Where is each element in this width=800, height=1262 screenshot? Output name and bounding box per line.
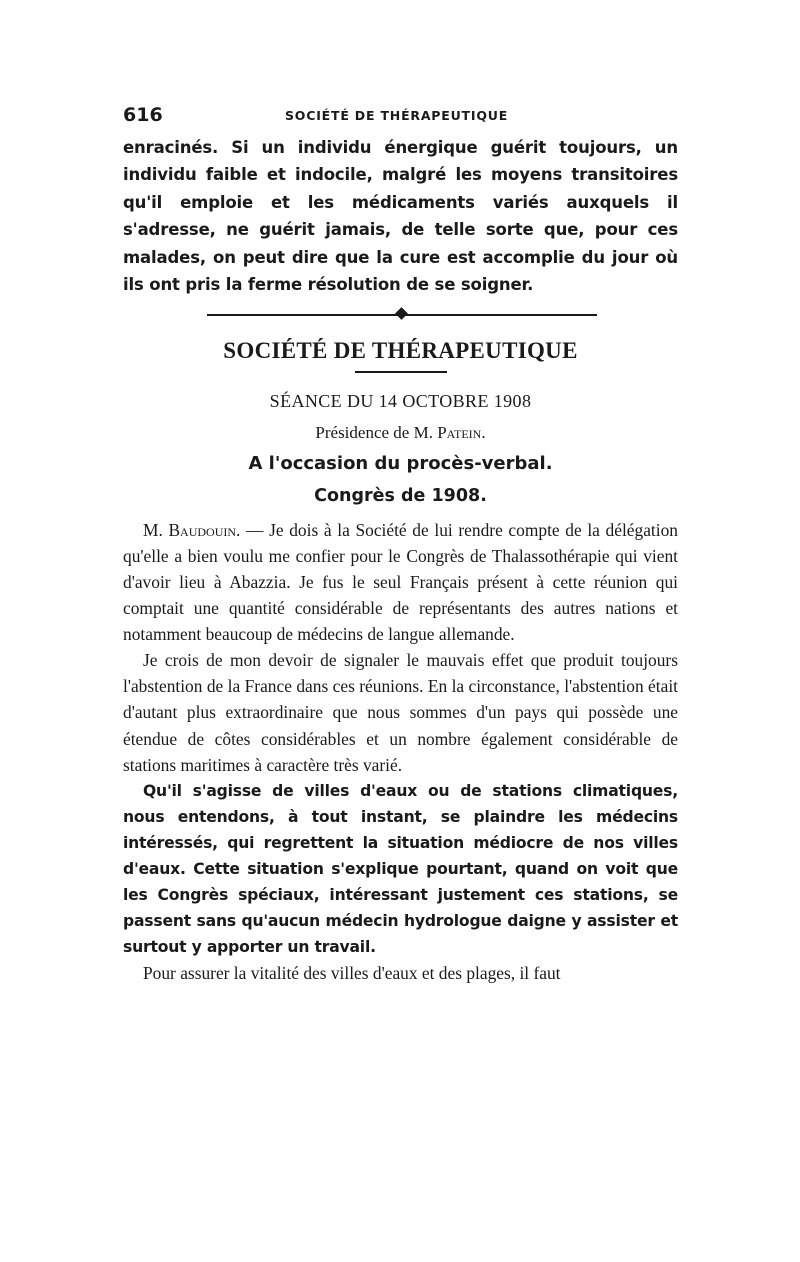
paragraph-1-text: — Je dois à la Société de lui rendre compte de la délégation qu'elle a bien voulu me confier pour le Congrès de Thalassothérapie qui vient d'avoir lieu à Abazzia. Je fus le seul Français présent à cette réunion qui comptait une quantité considérable de représentants des autres nations et notamment beaucoup de médecins de langue allemande.	[123, 519, 678, 645]
section-title: SOCIÉTÉ DE THÉRAPEUTIQUE	[223, 338, 578, 364]
subheading-proces-verbal: A l'occasion du procès-verbal.	[248, 452, 553, 474]
paragraph-3: Qu'il s'agisse de villes d'eaux ou de stations climatiques, nous entendons, à tout instant, se plaindre les médecins intéressés, qui regrettent la situation médiocre de nos villes d'eaux. Cette situation s'explique pourtant, quand on voit que les Congrès spéciaux, intéressant justement ces stations, se passent sans qu'aucun médecin hydrologue daigne y assister et surtout y apporter un travail.	[123, 781, 678, 956]
presidence-suffix: .	[481, 422, 486, 442]
session-heading: SÉANCE DU 14 OCTOBRE 1908	[269, 390, 532, 411]
title-rule	[355, 371, 447, 372]
book-page	[123, 104, 678, 986]
presidence-line	[123, 421, 678, 445]
speaker-name: M. Baudouin.	[143, 519, 241, 540]
diamond-ornament-icon	[395, 308, 408, 321]
paragraph-4: Pour assurer la vitalité des villes d'eaux et des plages, il faut	[143, 962, 561, 983]
page-number: 616	[123, 104, 163, 126]
subheading-congres: Congrès de 1908.	[314, 485, 487, 506]
presidence-prefix: Présidence de M.	[315, 422, 438, 442]
body-text	[123, 517, 678, 986]
paragraph-2: Je crois de mon devoir de signaler le mauvais effet que produit toujours l'abstention de la France dans ces réunions. En la circonstance, l'abstention était d'autant plus extraordinaire que nous sommes d'un pays qui possède une étendue de côtes considérables et un nombre également considérable de stations maritimes à caractère très varié.	[123, 650, 678, 775]
intro-paragraph: enracinés. Si un individu énergique guérit toujours, un individu faible et indocile, malgré les moyens transitoires qu'il emploie et les médicaments variés auxquels il s'adresse, ne guérit jamais, de telle sorte que, pour ces malades, on peut dire que la cure est accomplie du jour où ils ont pris la ferme résolution de se soigner.	[123, 138, 678, 295]
running-head	[123, 104, 678, 134]
section-divider	[207, 308, 597, 322]
running-title: SOCIÉTÉ DE THÉRAPEUTIQUE	[285, 108, 509, 123]
paragraph-1	[123, 517, 678, 647]
presidence-name: Patein	[437, 422, 482, 442]
